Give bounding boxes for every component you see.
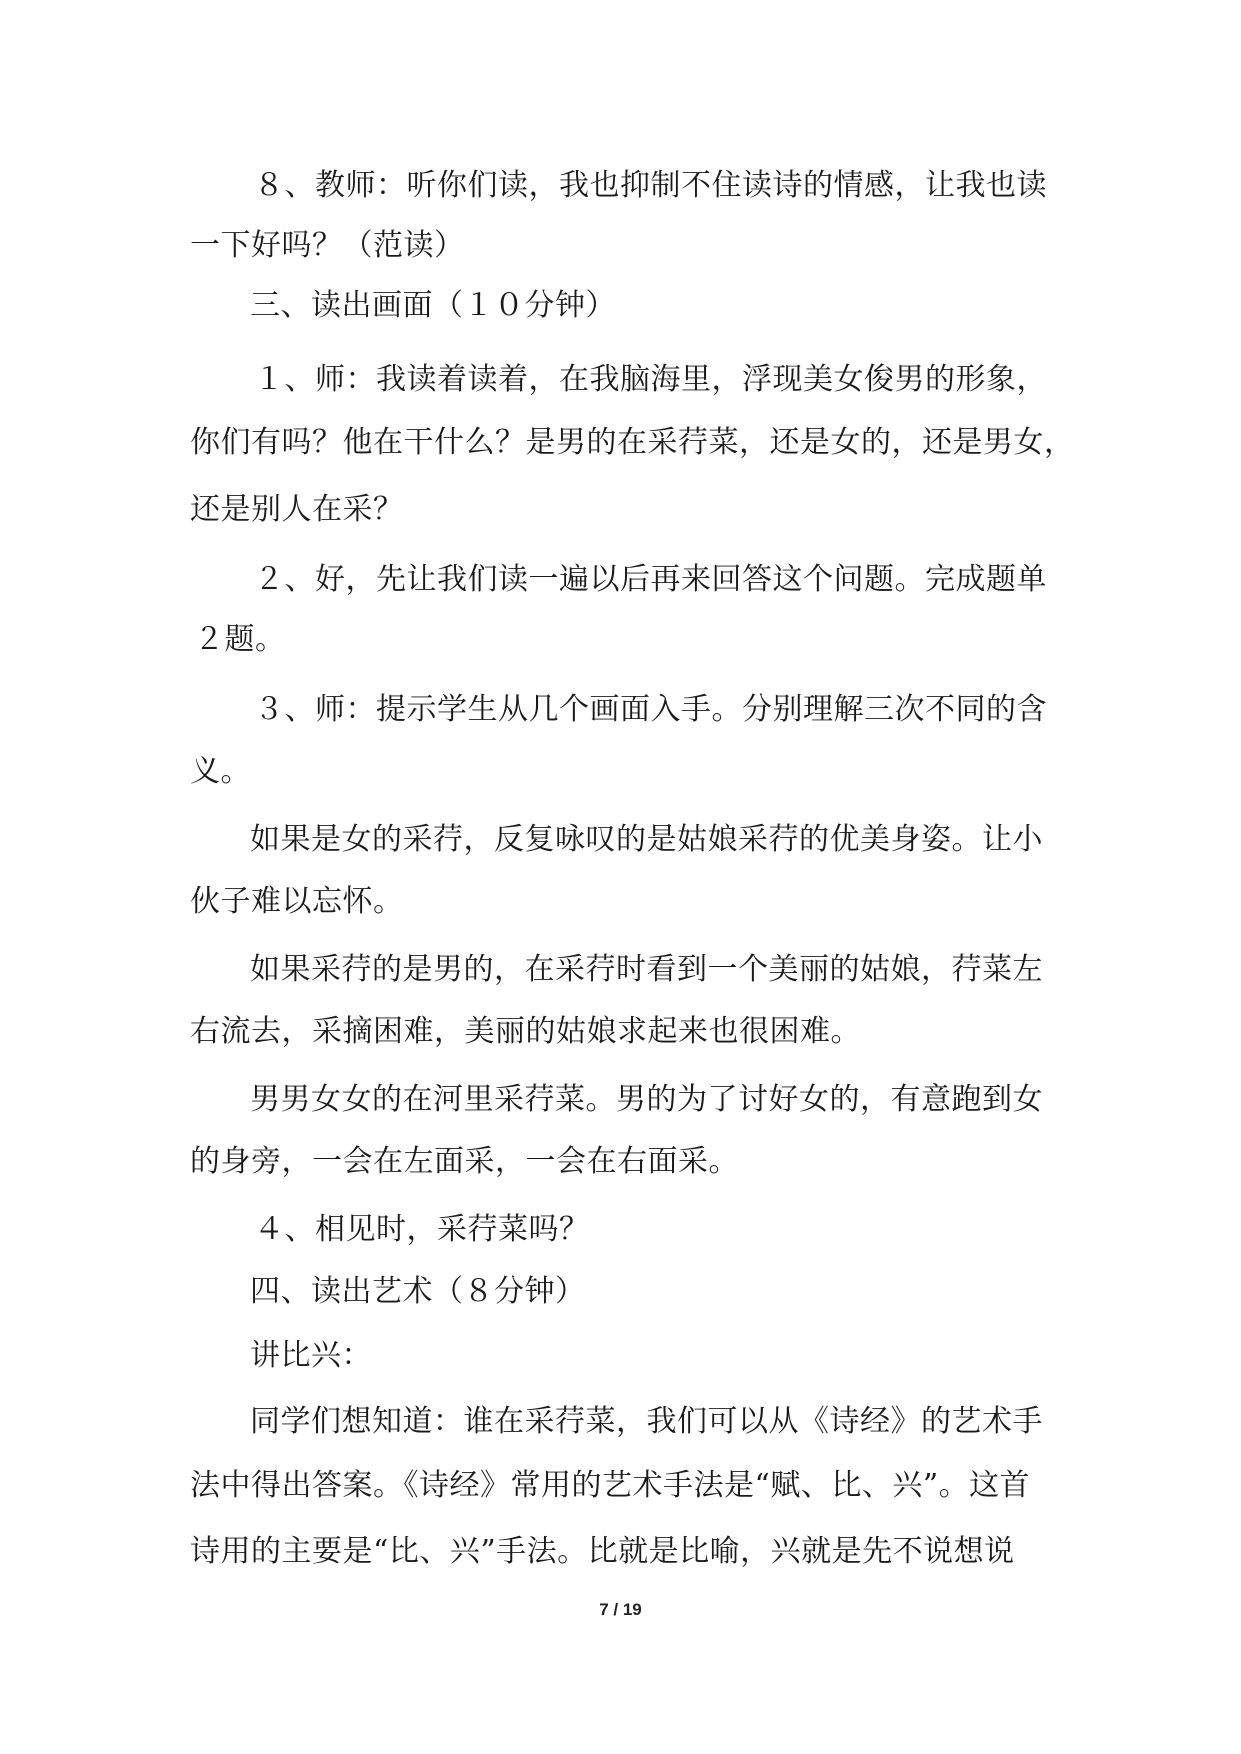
text-line: ２、好，先让我们读一遍以后再来回答这个问题。完成题单	[254, 562, 1047, 597]
text-line: 讲比兴：	[250, 1338, 372, 1373]
text-line: １、师：我读着读着，在我脑海里，浮现美女俊男的形象，	[254, 362, 1047, 397]
text-line: 你们有吗？他在干什么？是男的在采荇菜，还是女的，还是男女，	[190, 425, 1075, 460]
text-line: 诗用的主要是“比、兴”手法。比就是比喻，兴就是先不说想说	[190, 1534, 1015, 1569]
text-line: 还是别人在采？	[190, 492, 404, 527]
text-line: 伙子难以忘怀。	[190, 884, 404, 919]
text-line: 同学们想知道：谁在采荇菜，我们可以从《诗经》的艺术手	[250, 1404, 1043, 1439]
text-line: 如果是女的采荇，反复咏叹的是姑娘采荇的优美身姿。让小	[250, 822, 1043, 857]
text-line: ３、师：提示学生从几个画面入手。分别理解三次不同的含	[254, 692, 1047, 727]
section-heading: 三、读出画面（１０分钟）	[250, 288, 616, 323]
text-line: 一下好吗？（范读）	[190, 228, 465, 263]
text-line: ４、相见时，采荇菜吗？	[254, 1212, 590, 1247]
section-heading: 四、读出艺术（８分钟）	[250, 1274, 586, 1309]
text-line: 右流去，采摘困难，美丽的姑娘求起来也很困难。	[190, 1014, 861, 1049]
page-number: 7 / 19	[599, 1600, 642, 1619]
text-line: 法中得出答案。《诗经》常用的艺术手法是“赋、比、兴”。这首	[190, 1468, 1031, 1503]
text-line: 如果采荇的是男的，在采荇时看到一个美丽的姑娘，荇菜左	[250, 952, 1043, 987]
text-line: 的身旁，一会在左面采，一会在右面采。	[190, 1144, 739, 1179]
text-line: ８、教师：听你们读，我也抑制不住读诗的情感，让我也读	[254, 168, 1047, 203]
text-line: ２题。	[194, 622, 286, 657]
text-line: 义。	[190, 754, 251, 789]
text-line: 男男女女的在河里采荇菜。男的为了讨好女的，有意跑到女	[250, 1082, 1043, 1117]
